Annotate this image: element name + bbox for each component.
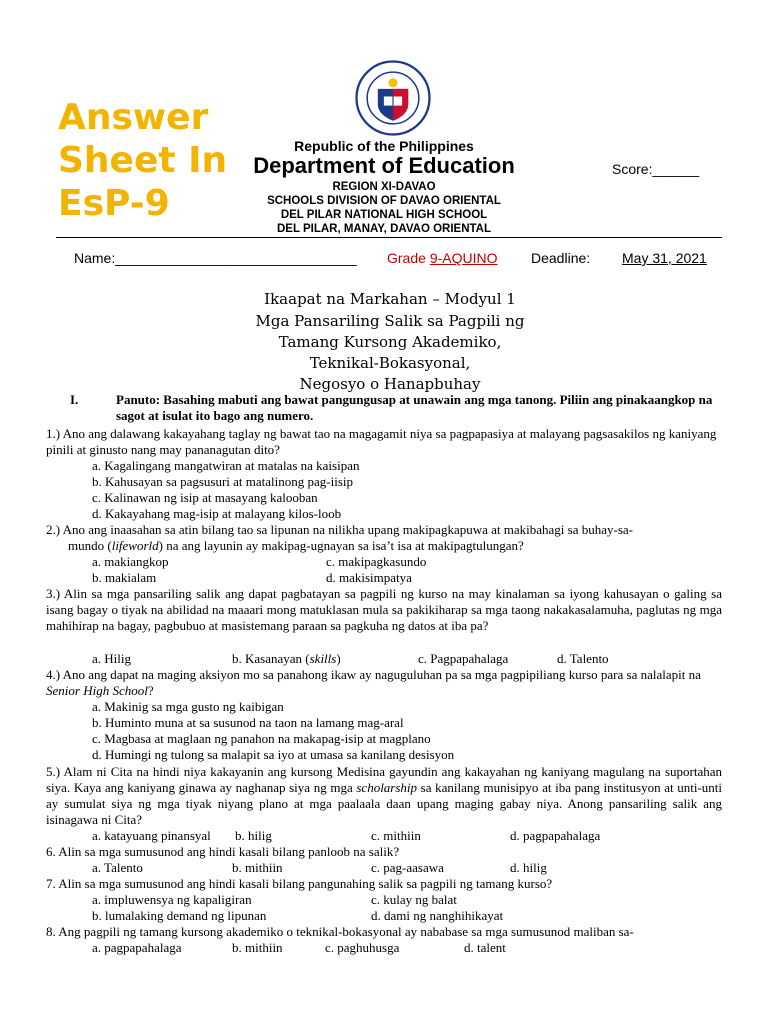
question-3-option-b-post: ) [336, 651, 341, 666]
question-2-option-d: d. makisimpatya [326, 570, 412, 585]
question-3-option-a: a. Hilig [92, 651, 131, 666]
question-8: 8. Ang pagpili ng tamang kursong akademiko o teknikal-bokasyonal ay nababase sa mga sumusunod maliban sa- [46, 924, 634, 939]
header-region: REGION XI-DAVAO [332, 181, 436, 193]
question-8-option-c: c. paghuhusga [325, 940, 400, 955]
answer-sheet-title: Answer Sheet In EsP-9 [58, 97, 228, 224]
grade-section-value: 9-AQUINO [429, 250, 498, 266]
module-title-line-4: Negosyo o Hanapbuhay [299, 375, 481, 392]
deadline-value: May 31, 2021 [622, 250, 707, 266]
question-7-option-b: b. lumalaking demand ng lipunan [92, 908, 267, 923]
header-divider [56, 237, 722, 238]
question-2-option-a: a. makiangkop [92, 554, 169, 569]
grade-section [387, 250, 498, 266]
question-3: 3.) Alin sa mga pansariling salik ang dapat pagbatayan sa pagpili ng kurso na may kinalaman sa iyong kahusayan o galing sa isang bagay o tiyak na abilidad na maaari mong matuklasan mula sa pakikiharap sa mga taong nakakasalamuha, paglutas ng mga mahihirap na bagay, pagbubuo at masistemang paraan sa pagkuha ng datos at iba pa? [46, 586, 722, 633]
question-6: 6. Alin sa mga sumusunod ang hindi kasali bilang panloob na salik? [46, 844, 400, 859]
question-3-option-d: d. Talento [557, 651, 609, 666]
question-2-text-b: ) na ang layunin ay makipag-ugnayan sa isa’t isa at makipagtulungan? [158, 538, 524, 553]
question-4-option-c: c. Magbasa at maglaan ng panahon na makapag-isip at magplano [92, 731, 431, 746]
question-2-italic: lifeworld [111, 538, 159, 553]
header-division: SCHOOLS DIVISION OF DAVAO ORIENTAL [267, 195, 501, 207]
question-4-option-d: d. Humingi ng tulong sa malapit sa iyo at umasa sa kanilang desisyon [92, 747, 455, 762]
question-8-option-a: a. pagpapahalaga [92, 940, 182, 955]
question-7-option-d: d. dami ng nanghihikayat [371, 908, 504, 923]
question-6-option-a: a. Talento [92, 860, 143, 875]
question-6-option-b: b. mithiin [232, 860, 283, 875]
grade-label: Grade [387, 250, 430, 266]
question-2-text-a: mundo ( [68, 538, 112, 553]
question-3-option-b-pre: b. Kasanayan ( [232, 651, 310, 666]
question-4-option-b: b. Huminto muna at sa susunod na taon na lamang mag-aral [92, 715, 404, 730]
question-1-option-b: b. Kahusayan sa pagsusuri at matalinong pag-iisip [92, 474, 354, 489]
question-3-option-c: c. Pagpapahalaga [418, 651, 509, 666]
module-title-line-3: Teknikal-Bokasyonal, [309, 354, 471, 372]
question-7: 7. Alin sa mga sumusunod ang hindi kasali bilang pangunahing salik sa pagpili ng tamang kurso? [46, 876, 553, 891]
header-republic: Republic of the Philippines [294, 138, 474, 154]
question-4-option-a: a. Makinig sa mga gusto ng kaibigan [92, 699, 284, 714]
instructions-number: I. [70, 392, 79, 407]
module-title-line-1: Mga Pansariling Salik sa Pagpili ng [255, 312, 525, 330]
question-1-option-c: c. Kalinawan ng isip at masayang kalooban [92, 490, 318, 505]
name-field[interactable]: Name:_______________________________ [74, 250, 357, 266]
instructions-text: Panuto: Basahing mabuti ang bawat pangungusap at unawain ang mga tanong. Piliin ang pinakaangkop na sagot at isulat ito bago ang numero. [116, 392, 713, 423]
question-2-option-c: c. makipagkasundo [326, 554, 427, 569]
question-4-text-post: ? [147, 683, 154, 698]
question-5-option-d: d. pagpapahalaga [510, 828, 601, 843]
module-quarter: Ikaapat na Markahan – Modyul 1 [264, 290, 516, 308]
question-8-option-b: b. mithiin [232, 940, 283, 955]
question-6-option-c: c. pag-aasawa [371, 860, 444, 875]
header-school: DEL PILAR NATIONAL HIGH SCHOOL [280, 209, 488, 221]
question-8-option-d: d. talent [464, 940, 506, 955]
header-address: DEL PILAR, MANAY, DAVAO ORIENTAL [276, 223, 492, 235]
question-3-option-b-italic: skills [309, 651, 337, 666]
question-5-option-a: a. katayuang pinansyal [92, 828, 211, 843]
question-7-option-c: c. kulay ng balat [371, 892, 457, 907]
question-1-option-a: a. Kagalingang mangatwiran at matalas na kaisipan [92, 458, 360, 473]
score-field[interactable]: Score:______ [612, 161, 700, 177]
question-2-line-1: 2.) Ano ang inaasahan sa atin bilang tao sa lipunan na nilikha upang makipagkapuwa at makibahagi sa buhay-sa- [46, 522, 633, 537]
question-3-option-b [232, 651, 341, 667]
question-5-option-b: b. hilig [235, 828, 272, 843]
question-5 [46, 764, 722, 828]
question-1-option-d: d. Kakayahang mag-isip at malayang kilos-loob [92, 506, 342, 521]
question-7-option-a: a. impluwensya ng kapaligiran [92, 892, 252, 907]
question-4 [46, 667, 722, 699]
deadline-label: Deadline: [531, 250, 591, 266]
question-2-option-b: b. makialam [92, 570, 157, 585]
question-4-text-pre: 4.) Ano ang dapat na maging aksiyon mo sa panahong ikaw ay naguguluhan pa sa mga pagpipiliang kurso para sa nalalapit na [46, 667, 701, 682]
question-5-text-post: sa kanilang munisipyo at iba pang institusyon at unti-unti ay sumulat siya ng mga tiyak niyang plano at mga paalaala daan upang maging gabay niya. Anong pansariling salik ang isinagawa ni Cita? [46, 780, 723, 827]
question-1: 1.) Ano ang dalawang kakayahang taglay ng bawat tao na magagamit niya sa pagpapasiya at malayang pagsasakilos ng kaniyang pinili at ginusto nang may pananagutan dito? [46, 426, 717, 457]
question-6-option-d: d. hilig [510, 860, 547, 875]
header-department: Department of Education [253, 153, 515, 178]
question-5-italic: scholarship [356, 780, 418, 795]
question-4-italic: Senior High School [46, 683, 148, 698]
question-5-text-pre: 5.) Alam ni Cita na hindi niya kakayanin ang kursong Medisina gayundin ang kakayahan ng kaniyang magulang na suportahan siya. Kaya ang kaniyang ginawa ay naghanap siya ng mga [46, 764, 722, 795]
question-5-option-c: c. mithiin [371, 828, 421, 843]
module-title-line-2: Tamang Kursong Akademiko, [278, 333, 502, 351]
question-2-line-2 [68, 538, 524, 554]
deped-seal-logo [355, 60, 431, 136]
